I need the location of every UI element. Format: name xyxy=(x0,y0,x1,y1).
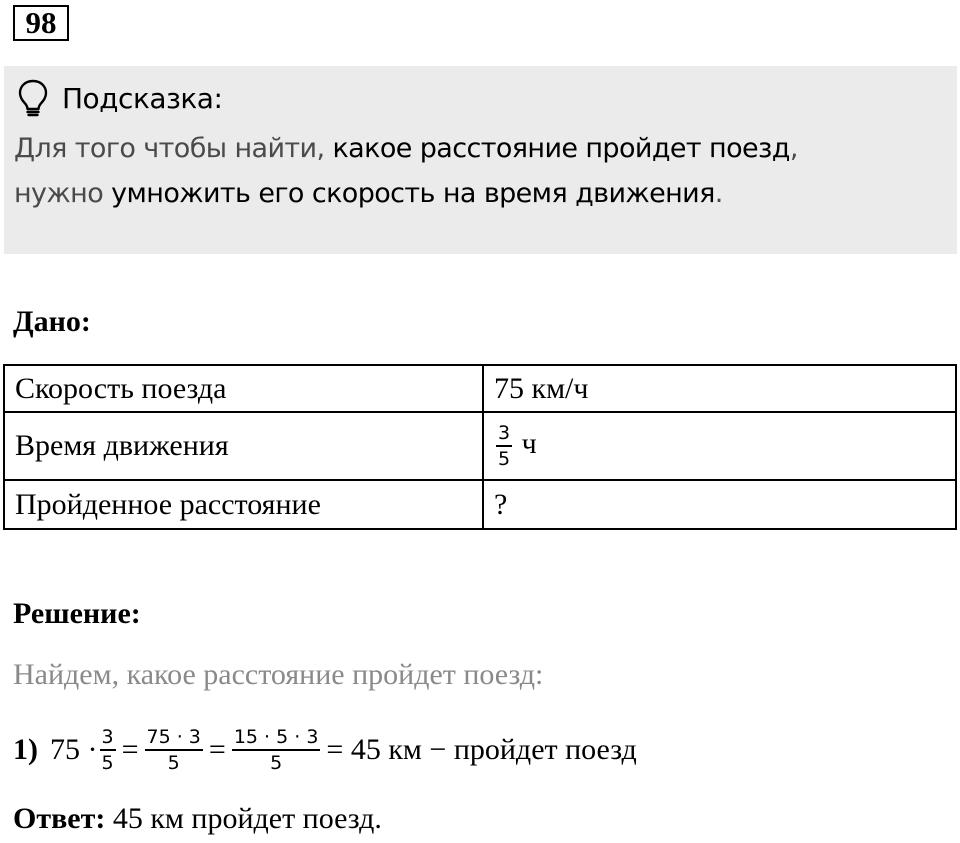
fraction xyxy=(496,421,512,471)
solution-heading: Решение: xyxy=(13,597,141,630)
fraction-denominator: 5 xyxy=(167,752,180,774)
fraction xyxy=(145,725,203,775)
hint-text-emphasis: умножить его скорость на время движения xyxy=(111,178,715,209)
hint-title: Подсказка: xyxy=(62,81,223,115)
fraction-numerator: 3 xyxy=(100,725,116,751)
fraction-denominator: 5 xyxy=(498,448,511,470)
given-heading: Дано: xyxy=(13,305,91,338)
hint-line-1 xyxy=(14,126,798,171)
given-value-speed: 75 км/ч xyxy=(483,365,956,412)
given-label-time: Время движения xyxy=(4,412,483,480)
given-label-distance: Пройденное расстояние xyxy=(4,480,483,529)
time-unit: ч xyxy=(521,426,537,460)
fraction-denominator: 5 xyxy=(101,752,114,774)
answer-label: Ответ: xyxy=(13,802,106,835)
solution-intro: Найдем, какое расстояние пройдет поезд: xyxy=(13,658,544,691)
fraction xyxy=(232,725,321,775)
step-result: = 45 км − пройдет поезд xyxy=(326,733,637,766)
step-start: 75 · xyxy=(50,733,98,766)
fraction-denominator: 5 xyxy=(270,752,283,774)
equals-sign: = xyxy=(208,733,226,766)
hint-text xyxy=(14,126,798,216)
fraction-numerator: 3 xyxy=(496,421,512,447)
fraction-numerator: 75 · 3 xyxy=(145,725,203,751)
hint-header xyxy=(16,78,222,118)
given-value-time xyxy=(483,412,956,480)
step-number: 1) xyxy=(13,733,38,766)
problem-number: 98 xyxy=(13,5,69,41)
table-row xyxy=(4,412,956,480)
hint-box xyxy=(4,66,957,254)
answer xyxy=(13,802,382,836)
hint-text-plain: Для того чтобы найти, xyxy=(14,133,333,164)
given-value-distance: ? xyxy=(483,480,956,529)
lightbulb-icon xyxy=(16,78,50,118)
hint-text-emphasis: какое расстояние пройдет поезд xyxy=(332,133,790,164)
hint-line-2 xyxy=(14,171,798,216)
solution-step-1 xyxy=(13,717,637,783)
answer-text: 45 км пройдет поезд. xyxy=(105,802,382,835)
given-label-speed: Скорость поезда xyxy=(4,365,483,412)
fraction xyxy=(100,725,116,775)
hint-text-plain: нужно xyxy=(14,178,112,209)
table-row xyxy=(4,480,956,529)
fraction-numerator: 15 · 5 · 3 xyxy=(232,725,321,751)
table-row xyxy=(4,365,956,412)
equals-sign: = xyxy=(121,733,139,766)
given-table xyxy=(3,364,957,530)
hint-text-punct: , xyxy=(789,133,798,164)
hint-text-punct: . xyxy=(714,178,723,209)
